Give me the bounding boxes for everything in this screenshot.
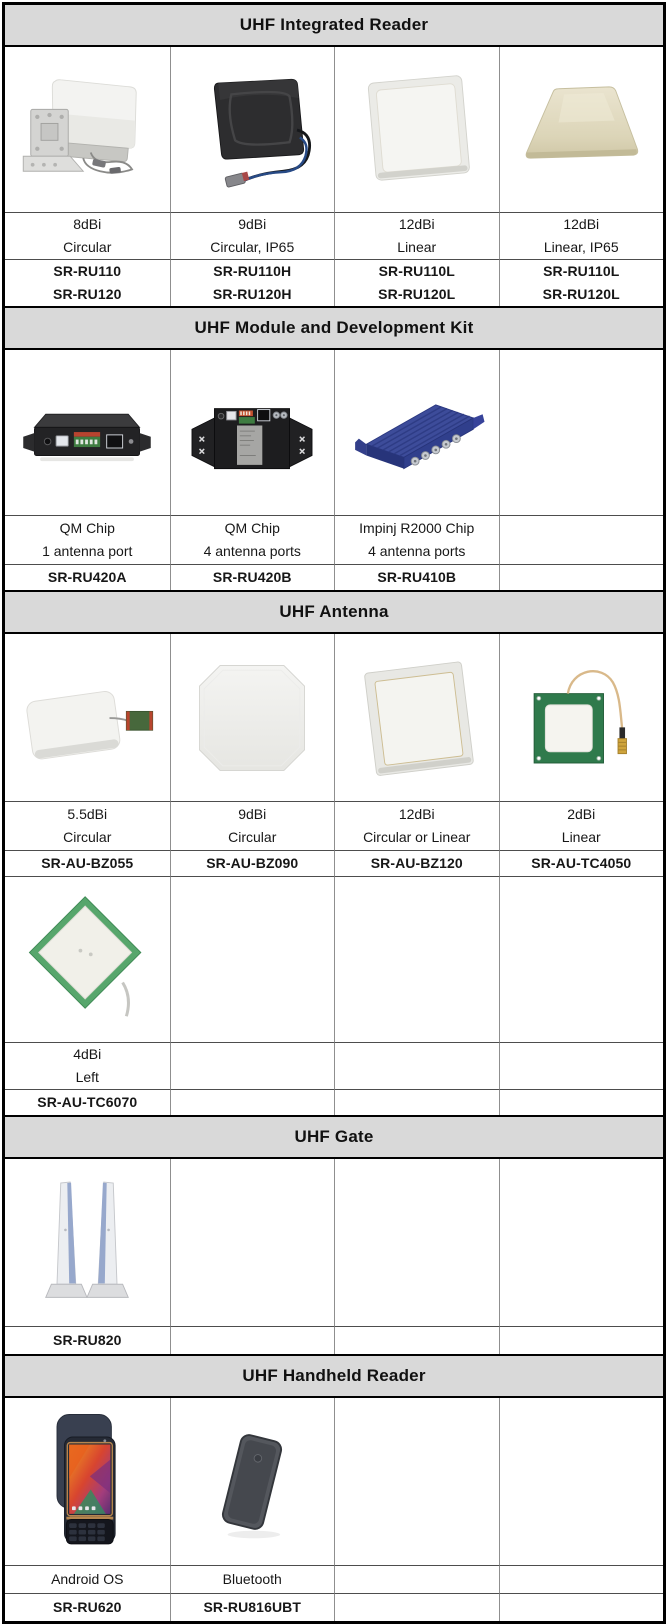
model-cell-empty — [499, 1327, 664, 1354]
image-cell — [5, 47, 170, 213]
product-image-sr-au-tc6070 — [12, 885, 162, 1035]
model-cell — [170, 260, 335, 306]
image-cell-empty — [499, 350, 664, 516]
antenna-model-row — [5, 851, 663, 877]
spec-line: Left — [75, 1069, 99, 1085]
image-cell-empty — [334, 877, 499, 1043]
spec-line: Bluetooth — [222, 1571, 282, 1587]
gate-model-row — [5, 1327, 663, 1354]
model-cell — [499, 260, 664, 306]
integrated-reader-model-row — [5, 260, 663, 306]
model-cell — [5, 565, 170, 590]
image-cell — [5, 634, 170, 802]
antenna-images-row — [5, 634, 663, 802]
model-cell-empty — [334, 1090, 499, 1115]
spec-cell-empty — [170, 1043, 335, 1090]
model-number: SR-AU-TC4050 — [531, 855, 632, 871]
model-number: SR-RU120L — [378, 286, 456, 302]
product-image-sr-ru120l — [506, 55, 656, 205]
spec-line: Circular — [63, 829, 112, 845]
section-header-handheld — [5, 1354, 663, 1398]
spec-line: Circular — [228, 829, 277, 845]
image-cell — [170, 1398, 335, 1566]
section-header-antenna — [5, 590, 663, 634]
spec-cell — [5, 1566, 170, 1594]
spec-line: Linear, IP65 — [543, 239, 619, 255]
spec-cell — [170, 802, 335, 851]
product-image-sr-ru420b — [177, 358, 327, 508]
product-image-sr-ru620 — [12, 1403, 162, 1561]
section-title: UHF Antenna — [279, 602, 389, 621]
spec-line: 12dBi — [398, 806, 435, 822]
image-cell — [334, 634, 499, 802]
module-model-row — [5, 565, 663, 590]
model-cell — [334, 565, 499, 590]
image-cell — [499, 634, 664, 802]
image-cell-empty — [334, 1398, 499, 1566]
spec-line: 2dBi — [567, 806, 596, 822]
model-cell — [170, 851, 335, 877]
model-number: SR-RU120H — [212, 286, 292, 302]
spec-cell-empty — [499, 1566, 664, 1594]
spec-line: 9dBi — [238, 216, 267, 232]
spec-line: Circular or Linear — [363, 829, 471, 845]
model-number: SR-RU110H — [213, 263, 292, 279]
image-cell — [5, 350, 170, 516]
model-cell — [499, 851, 664, 877]
product-image-sr-au-bz120 — [342, 643, 492, 793]
image-cell-empty — [499, 1398, 664, 1566]
spec-line: QM Chip — [224, 520, 280, 536]
spec-cell — [170, 213, 335, 260]
model-number: SR-RU420B — [212, 569, 292, 585]
product-image-sr-ru410b — [342, 358, 492, 508]
image-cell — [5, 1159, 170, 1327]
model-cell-empty — [499, 1090, 664, 1115]
model-cell — [5, 851, 170, 877]
spec-cell — [499, 802, 664, 851]
spec-line: 12dBi — [398, 216, 435, 232]
product-image-sr-ru420a — [12, 358, 162, 508]
spec-cell — [170, 516, 335, 565]
model-number: SR-AU-BZ055 — [41, 855, 134, 871]
image-cell — [334, 47, 499, 213]
image-cell — [170, 47, 335, 213]
spec-cell — [5, 802, 170, 851]
model-cell — [5, 260, 170, 306]
model-number: SR-RU620 — [53, 1599, 122, 1615]
spec-line: 8dBi — [73, 216, 102, 232]
gate-images-row — [5, 1159, 663, 1327]
spec-line: 4 antenna ports — [368, 543, 466, 559]
product-image-sr-ru110l — [342, 55, 492, 205]
image-cell — [334, 350, 499, 516]
product-image-sr-au-bz055 — [12, 643, 162, 793]
spec-line: 5.5dBi — [67, 806, 108, 822]
image-cell-empty — [499, 877, 664, 1043]
spec-cell-empty — [334, 1043, 499, 1090]
spec-line: Impinj R2000 Chip — [359, 520, 475, 536]
spec-line: 4dBi — [73, 1046, 102, 1062]
spec-cell-empty — [499, 516, 664, 565]
model-cell — [334, 260, 499, 306]
module-spec-row — [5, 516, 663, 565]
model-cell — [5, 1327, 170, 1354]
model-number: SR-RU816UBT — [203, 1599, 302, 1615]
model-cell — [5, 1090, 170, 1115]
section-title: UHF Handheld Reader — [242, 1366, 426, 1385]
spec-cell — [5, 1043, 170, 1090]
spec-cell-empty — [499, 1043, 664, 1090]
model-cell-empty — [170, 1327, 335, 1354]
image-cell — [170, 634, 335, 802]
product-image-sr-au-tc4050 — [506, 643, 656, 793]
section-title: UHF Integrated Reader — [239, 15, 429, 34]
section-header-integrated-reader — [5, 5, 663, 47]
section-header-gate — [5, 1115, 663, 1159]
spec-line: 12dBi — [563, 216, 600, 232]
image-cell-empty — [499, 1159, 664, 1327]
product-image-sr-ru816ubt — [177, 1403, 327, 1561]
integrated-reader-images-row — [5, 47, 663, 213]
model-cell — [170, 565, 335, 590]
image-cell — [170, 350, 335, 516]
spec-line: Circular, IP65 — [210, 239, 295, 255]
section-title: UHF Gate — [294, 1127, 374, 1146]
spec-cell-empty — [334, 1566, 499, 1594]
model-number: SR-RU110L — [543, 263, 620, 279]
spec-line: Android OS — [51, 1571, 124, 1587]
model-number: SR-RU120L — [542, 286, 620, 302]
model-number: SR-RU820 — [53, 1332, 122, 1348]
image-cell-empty — [170, 877, 335, 1043]
spec-line: 9dBi — [238, 806, 267, 822]
product-image-sr-ru110 — [12, 55, 162, 205]
model-number: SR-RU110L — [378, 263, 455, 279]
model-cell — [334, 851, 499, 877]
antenna-spec-row-2 — [5, 1043, 663, 1090]
image-cell — [5, 877, 170, 1043]
spec-cell — [5, 213, 170, 260]
product-catalog-table — [2, 2, 666, 1624]
antenna-model-row-2 — [5, 1090, 663, 1115]
handheld-spec-row — [5, 1566, 663, 1594]
model-cell-empty — [499, 565, 664, 590]
product-image-sr-ru110h — [177, 55, 327, 205]
antenna-images-row-2 — [5, 877, 663, 1043]
model-number: SR-RU420A — [47, 569, 127, 585]
model-cell-empty — [170, 1090, 335, 1115]
spec-cell — [334, 802, 499, 851]
module-images-row — [5, 350, 663, 516]
integrated-reader-spec-row — [5, 213, 663, 260]
image-cell — [499, 47, 664, 213]
spec-line: QM Chip — [59, 520, 115, 536]
spec-line: Circular — [63, 239, 112, 255]
spec-cell — [170, 1566, 335, 1594]
model-number: SR-RU120 — [53, 286, 122, 302]
section-title: UHF Module and Development Kit — [194, 318, 474, 337]
model-cell-empty — [334, 1327, 499, 1354]
spec-cell — [5, 516, 170, 565]
image-cell-empty — [334, 1159, 499, 1327]
image-cell-empty — [170, 1159, 335, 1327]
model-number: SR-AU-BZ090 — [206, 855, 299, 871]
spec-cell — [499, 213, 664, 260]
spec-line: Linear — [561, 829, 601, 845]
section-header-module — [5, 306, 663, 350]
product-image-sr-ru820 — [12, 1164, 162, 1322]
model-number: SR-RU410B — [377, 569, 457, 585]
model-number: SR-RU110 — [53, 263, 122, 279]
spec-line: Linear — [397, 239, 437, 255]
image-cell — [5, 1398, 170, 1566]
antenna-spec-row — [5, 802, 663, 851]
spec-line: 1 antenna port — [42, 543, 133, 559]
spec-cell — [334, 213, 499, 260]
spec-cell — [334, 516, 499, 565]
handheld-images-row — [5, 1398, 663, 1566]
product-image-sr-au-bz090 — [177, 643, 327, 793]
model-number: SR-AU-BZ120 — [370, 855, 463, 871]
model-number: SR-AU-TC6070 — [37, 1094, 138, 1110]
spec-line: 4 antenna ports — [203, 543, 301, 559]
